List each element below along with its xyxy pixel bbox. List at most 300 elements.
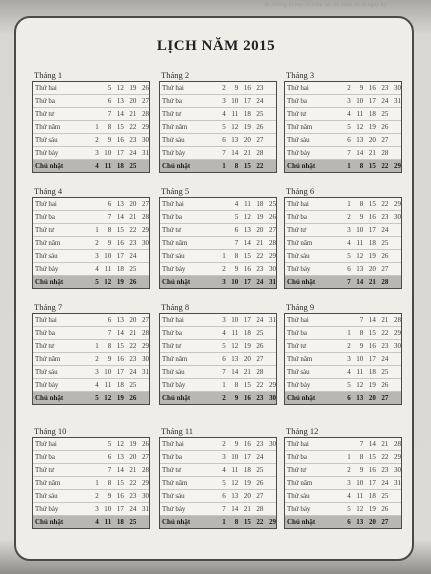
date-cell: 13 <box>231 136 239 144</box>
weekday-row <box>33 134 149 147</box>
sunday-row <box>160 392 276 404</box>
date-cell: 26 <box>256 123 264 131</box>
weekday-label: Thứ hai <box>287 440 309 448</box>
date-cell: 15 <box>243 252 251 260</box>
weekday-label: Thứ hai <box>35 84 57 92</box>
date-cell: 10 <box>104 149 112 157</box>
date-cell: 26 <box>381 252 389 260</box>
date-cell: 14 <box>243 239 251 247</box>
weekday-label: Thứ bảy <box>162 381 186 389</box>
date-cell: 26 <box>381 505 389 513</box>
date-cell: 21 <box>129 213 137 221</box>
date-cell: 17 <box>243 97 251 105</box>
date-cell: 23 <box>256 440 264 448</box>
month-name: Tháng 12 <box>286 426 319 436</box>
weekday-label: Chủ nhật <box>35 162 64 170</box>
date-cell: 16 <box>368 213 376 221</box>
weekday-row <box>285 366 401 379</box>
date-cell: 22 <box>256 252 264 260</box>
sunday-row <box>285 160 401 172</box>
date-cell: 26 <box>129 394 137 402</box>
weekday-label: Thứ sáu <box>35 368 58 376</box>
weekday-label: Thứ sáu <box>162 368 185 376</box>
weekday-row <box>285 147 401 160</box>
month-grid <box>284 197 402 289</box>
weekday-label: Thứ tư <box>35 466 55 474</box>
date-cell: 23 <box>129 492 137 500</box>
date-cell: 14 <box>368 316 376 324</box>
date-cell: 12 <box>116 84 124 92</box>
date-cell: 8 <box>107 123 112 131</box>
date-cell: 12 <box>104 394 112 402</box>
date-cell: 27 <box>142 97 149 105</box>
date-cell: 1 <box>347 162 351 170</box>
date-cell: 22 <box>381 200 389 208</box>
date-cell: 21 <box>256 239 264 247</box>
date-cell: 29 <box>269 518 276 526</box>
weekday-row <box>160 121 276 134</box>
weekday-label: Thứ ba <box>35 97 55 105</box>
month-block <box>159 186 277 289</box>
weekday-label: Thứ sáu <box>287 492 310 500</box>
date-cell: 20 <box>129 316 137 324</box>
date-cell: 27 <box>142 316 149 324</box>
weekday-label: Thứ năm <box>162 355 188 363</box>
weekday-label: Thứ tư <box>287 342 307 350</box>
month-block <box>284 426 402 529</box>
weekday-label: Thứ tư <box>287 466 307 474</box>
date-cell: 6 <box>107 453 112 461</box>
date-cell: 15 <box>116 479 124 487</box>
date-cell: 19 <box>368 381 376 389</box>
date-cell: 28 <box>142 213 149 221</box>
date-cell: 25 <box>381 110 389 118</box>
date-cell: 6 <box>347 265 351 273</box>
date-cell: 24 <box>256 97 264 105</box>
weekday-row <box>160 237 276 250</box>
date-cell: 30 <box>142 136 149 144</box>
date-cell: 25 <box>256 110 264 118</box>
date-cell: 5 <box>222 342 226 350</box>
date-cell: 13 <box>356 518 364 526</box>
weekday-row <box>160 134 276 147</box>
date-cell: 1 <box>95 226 99 234</box>
month-grid <box>32 81 150 173</box>
weekday-row <box>285 250 401 263</box>
date-cell: 10 <box>356 355 364 363</box>
weekday-label: Thứ bảy <box>35 149 59 157</box>
month-block <box>284 302 402 405</box>
date-cell: 3 <box>347 226 351 234</box>
date-cell: 22 <box>381 162 389 170</box>
date-cell: 4 <box>95 518 99 526</box>
weekday-row <box>160 314 276 327</box>
sunday-row <box>33 516 149 528</box>
weekday-row <box>285 327 401 340</box>
date-cell: 13 <box>356 265 364 273</box>
weekday-row <box>160 327 276 340</box>
date-cell: 30 <box>394 342 401 350</box>
date-cell: 30 <box>142 239 149 247</box>
date-cell: 2 <box>347 342 351 350</box>
date-cell: 14 <box>368 440 376 448</box>
date-cell: 2 <box>95 239 99 247</box>
date-cell: 3 <box>347 97 351 105</box>
weekday-label: Chủ nhật <box>287 278 316 286</box>
date-cell: 15 <box>116 226 124 234</box>
date-cell: 7 <box>234 239 239 247</box>
weekday-label: Thứ năm <box>287 123 313 131</box>
date-cell: 19 <box>368 252 376 260</box>
date-cell: 10 <box>356 226 364 234</box>
date-cell: 15 <box>116 123 124 131</box>
date-cell: 28 <box>256 149 264 157</box>
date-cell: 24 <box>129 252 137 260</box>
weekday-label: Thứ bảy <box>287 381 311 389</box>
date-cell: 15 <box>116 342 124 350</box>
month-block <box>159 70 277 173</box>
date-cell: 29 <box>142 226 149 234</box>
date-cell: 30 <box>394 84 401 92</box>
date-cell: 15 <box>368 162 376 170</box>
date-cell: 23 <box>381 213 389 221</box>
weekday-row <box>33 263 149 276</box>
weekday-label: Thứ tư <box>162 226 182 234</box>
date-cell: 6 <box>222 492 226 500</box>
weekday-row <box>33 327 149 340</box>
date-cell: 17 <box>368 226 376 234</box>
month-block <box>32 426 150 529</box>
weekday-label: Thứ bảy <box>162 505 186 513</box>
date-cell: 11 <box>231 110 239 118</box>
date-cell: 19 <box>368 123 376 131</box>
sunday-row <box>33 392 149 404</box>
date-cell: 7 <box>222 505 226 513</box>
date-cell: 22 <box>381 453 389 461</box>
weekday-row <box>285 198 401 211</box>
date-cell: 12 <box>356 123 364 131</box>
date-cell: 16 <box>116 136 124 144</box>
weekday-label: Thứ sáu <box>287 368 310 376</box>
date-cell: 28 <box>256 368 264 376</box>
weekday-label: Chủ nhật <box>287 162 316 170</box>
weekday-row <box>160 250 276 263</box>
date-cell: 30 <box>394 213 401 221</box>
date-cell: 22 <box>381 329 389 337</box>
date-cell: 16 <box>243 84 251 92</box>
date-cell: 3 <box>222 453 226 461</box>
month-grid <box>32 437 150 529</box>
date-cell: 26 <box>381 381 389 389</box>
date-cell: 21 <box>368 278 376 286</box>
month-block <box>159 426 277 529</box>
month-grid <box>159 81 277 173</box>
date-cell: 8 <box>107 479 112 487</box>
date-cell: 9 <box>234 394 239 402</box>
date-cell: 3 <box>95 149 99 157</box>
date-cell: 7 <box>347 278 351 286</box>
weekday-row <box>285 503 401 516</box>
date-cell: 25 <box>256 329 264 337</box>
date-cell: 23 <box>129 239 137 247</box>
weekday-row <box>33 314 149 327</box>
weekday-label: Thứ năm <box>35 479 61 487</box>
date-cell: 26 <box>142 440 149 448</box>
date-cell: 19 <box>129 84 137 92</box>
date-cell: 25 <box>129 265 137 273</box>
date-cell: 15 <box>368 329 376 337</box>
date-cell: 11 <box>104 265 112 273</box>
weekday-label: Thứ bảy <box>162 149 186 157</box>
date-cell: 5 <box>347 381 351 389</box>
weekday-row <box>33 82 149 95</box>
month-grid <box>284 313 402 405</box>
date-cell: 11 <box>104 381 112 389</box>
date-cell: 14 <box>231 368 239 376</box>
date-cell: 9 <box>359 466 364 474</box>
date-cell: 4 <box>95 265 99 273</box>
date-cell: 16 <box>243 440 251 448</box>
date-cell: 24 <box>129 368 137 376</box>
date-cell: 15 <box>243 381 251 389</box>
weekday-label: Thứ hai <box>162 440 184 448</box>
date-cell: 28 <box>269 239 276 247</box>
date-cell: 20 <box>256 226 264 234</box>
date-cell: 3 <box>222 97 226 105</box>
weekday-label: Chủ nhật <box>287 518 316 526</box>
weekday-label: Thứ năm <box>162 123 188 131</box>
date-cell: 6 <box>222 136 226 144</box>
weekday-row <box>33 121 149 134</box>
date-cell: 5 <box>95 278 99 286</box>
sunday-row <box>33 276 149 288</box>
month-grid <box>159 313 277 405</box>
date-cell: 25 <box>256 466 264 474</box>
month-block <box>32 70 150 173</box>
date-cell: 1 <box>347 200 351 208</box>
date-cell: 6 <box>107 97 112 105</box>
date-cell: 28 <box>381 278 389 286</box>
weekday-label: Thứ bảy <box>287 265 311 273</box>
date-cell: 17 <box>368 97 376 105</box>
date-cell: 25 <box>381 492 389 500</box>
weekday-label: Thứ tư <box>35 110 55 118</box>
date-cell: 6 <box>107 200 112 208</box>
date-cell: 10 <box>104 505 112 513</box>
date-cell: 18 <box>116 381 124 389</box>
weekday-label: Thứ tư <box>287 226 307 234</box>
date-cell: 5 <box>347 123 351 131</box>
month-block <box>284 70 402 173</box>
date-cell: 5 <box>107 84 112 92</box>
weekday-row <box>285 82 401 95</box>
date-cell: 18 <box>116 162 124 170</box>
date-cell: 20 <box>129 453 137 461</box>
weekday-label: Chủ nhật <box>162 394 191 402</box>
date-cell: 17 <box>368 479 376 487</box>
date-cell: 9 <box>107 492 112 500</box>
weekday-row <box>285 490 401 503</box>
date-cell: 9 <box>234 440 239 448</box>
date-cell: 3 <box>222 316 226 324</box>
date-cell: 8 <box>234 518 239 526</box>
bleed-through-text: tr. Thông tư này có hiệu lực thi hành kể từ ngày ký <box>265 2 387 8</box>
date-cell: 22 <box>256 518 264 526</box>
date-cell: 9 <box>107 136 112 144</box>
weekday-label: Thứ năm <box>287 355 313 363</box>
date-cell: 24 <box>256 316 264 324</box>
date-cell: 28 <box>394 316 401 324</box>
month-name: Tháng 8 <box>161 302 190 312</box>
weekday-row <box>160 147 276 160</box>
weekday-label: Thứ tư <box>162 110 182 118</box>
date-cell: 10 <box>104 368 112 376</box>
date-cell: 27 <box>256 355 264 363</box>
weekday-row <box>160 490 276 503</box>
date-cell: 17 <box>116 252 124 260</box>
date-cell: 14 <box>116 329 124 337</box>
date-cell: 6 <box>347 518 351 526</box>
weekday-label: Thứ ba <box>162 329 182 337</box>
date-cell: 10 <box>356 479 364 487</box>
date-cell: 8 <box>107 226 112 234</box>
month-name: Tháng 10 <box>34 426 67 436</box>
date-cell: 15 <box>368 200 376 208</box>
date-cell: 3 <box>95 252 99 260</box>
date-cell: 20 <box>368 136 376 144</box>
date-cell: 18 <box>116 265 124 273</box>
date-cell: 13 <box>116 316 124 324</box>
date-cell: 5 <box>107 440 112 448</box>
weekday-row <box>160 503 276 516</box>
date-cell: 17 <box>368 355 376 363</box>
date-cell: 20 <box>243 355 251 363</box>
weekday-label: Thứ năm <box>162 239 188 247</box>
weekday-label: Thứ hai <box>287 84 309 92</box>
date-cell: 13 <box>231 492 239 500</box>
date-cell: 18 <box>243 329 251 337</box>
date-cell: 19 <box>368 505 376 513</box>
date-cell: 11 <box>231 466 239 474</box>
date-cell: 6 <box>347 394 351 402</box>
weekday-row <box>285 121 401 134</box>
date-cell: 2 <box>95 492 99 500</box>
date-cell: 11 <box>356 110 364 118</box>
date-cell: 1 <box>347 453 351 461</box>
weekday-label: Thứ sáu <box>35 136 58 144</box>
date-cell: 24 <box>381 97 389 105</box>
date-cell: 14 <box>356 278 364 286</box>
date-cell: 29 <box>142 123 149 131</box>
weekday-row <box>33 379 149 392</box>
date-cell: 8 <box>359 162 364 170</box>
page-title: LỊCH NĂM 2015 <box>156 38 276 54</box>
date-cell: 8 <box>359 453 364 461</box>
weekday-label: Chủ nhật <box>35 394 64 402</box>
sunday-row <box>285 276 401 288</box>
month-name: Tháng 7 <box>34 302 63 312</box>
date-cell: 12 <box>243 213 251 221</box>
date-cell: 19 <box>116 278 124 286</box>
date-cell: 9 <box>359 213 364 221</box>
date-cell: 17 <box>243 316 251 324</box>
date-cell: 30 <box>394 466 401 474</box>
weekday-row <box>33 438 149 451</box>
date-cell: 8 <box>359 329 364 337</box>
weekday-label: Chủ nhật <box>162 278 191 286</box>
weekday-label: Chủ nhật <box>162 518 191 526</box>
date-cell: 12 <box>231 479 239 487</box>
date-cell: 15 <box>243 518 251 526</box>
weekday-label: Chủ nhật <box>162 162 191 170</box>
date-cell: 13 <box>356 394 364 402</box>
date-cell: 19 <box>116 394 124 402</box>
weekday-label: Thứ ba <box>287 453 307 461</box>
date-cell: 1 <box>347 329 351 337</box>
date-cell: 21 <box>129 110 137 118</box>
date-cell: 23 <box>381 342 389 350</box>
weekday-row <box>285 134 401 147</box>
month-block <box>284 186 402 289</box>
date-cell: 29 <box>394 200 401 208</box>
weekday-row <box>285 379 401 392</box>
date-cell: 9 <box>234 265 239 273</box>
date-cell: 9 <box>359 84 364 92</box>
weekday-label: Thứ sáu <box>35 492 58 500</box>
month-grid <box>32 313 150 405</box>
date-cell: 14 <box>116 466 124 474</box>
weekday-label: Thứ sáu <box>162 252 185 260</box>
date-cell: 23 <box>381 84 389 92</box>
date-cell: 4 <box>222 329 226 337</box>
weekday-label: Thứ ba <box>35 329 55 337</box>
date-cell: 4 <box>347 239 351 247</box>
date-cell: 27 <box>381 394 389 402</box>
month-name: Tháng 9 <box>286 302 315 312</box>
month-block <box>32 302 150 405</box>
weekday-label: Chủ nhật <box>287 394 316 402</box>
weekday-label: Thứ sáu <box>287 252 310 260</box>
weekday-label: Thứ bảy <box>287 505 311 513</box>
month-grid <box>284 81 402 173</box>
date-cell: 6 <box>222 355 226 363</box>
weekday-label: Thứ sáu <box>35 252 58 260</box>
date-cell: 28 <box>381 149 389 157</box>
date-cell: 24 <box>381 355 389 363</box>
date-cell: 31 <box>394 479 401 487</box>
date-cell: 21 <box>368 149 376 157</box>
date-cell: 27 <box>142 200 149 208</box>
month-name: Tháng 1 <box>34 70 63 80</box>
weekday-row <box>160 464 276 477</box>
date-cell: 8 <box>234 162 239 170</box>
weekday-label: Thứ hai <box>35 316 57 324</box>
weekday-label: Thứ năm <box>287 239 313 247</box>
date-cell: 11 <box>244 200 251 208</box>
weekday-label: Thứ năm <box>35 355 61 363</box>
date-cell: 31 <box>269 278 276 286</box>
month-block <box>32 186 150 289</box>
date-cell: 3 <box>95 505 99 513</box>
date-cell: 14 <box>231 505 239 513</box>
date-cell: 11 <box>104 162 112 170</box>
date-cell: 29 <box>394 453 401 461</box>
date-cell: 27 <box>381 136 389 144</box>
date-cell: 18 <box>243 466 251 474</box>
date-cell: 26 <box>256 342 264 350</box>
weekday-label: Chủ nhật <box>35 278 64 286</box>
date-cell: 19 <box>129 440 137 448</box>
